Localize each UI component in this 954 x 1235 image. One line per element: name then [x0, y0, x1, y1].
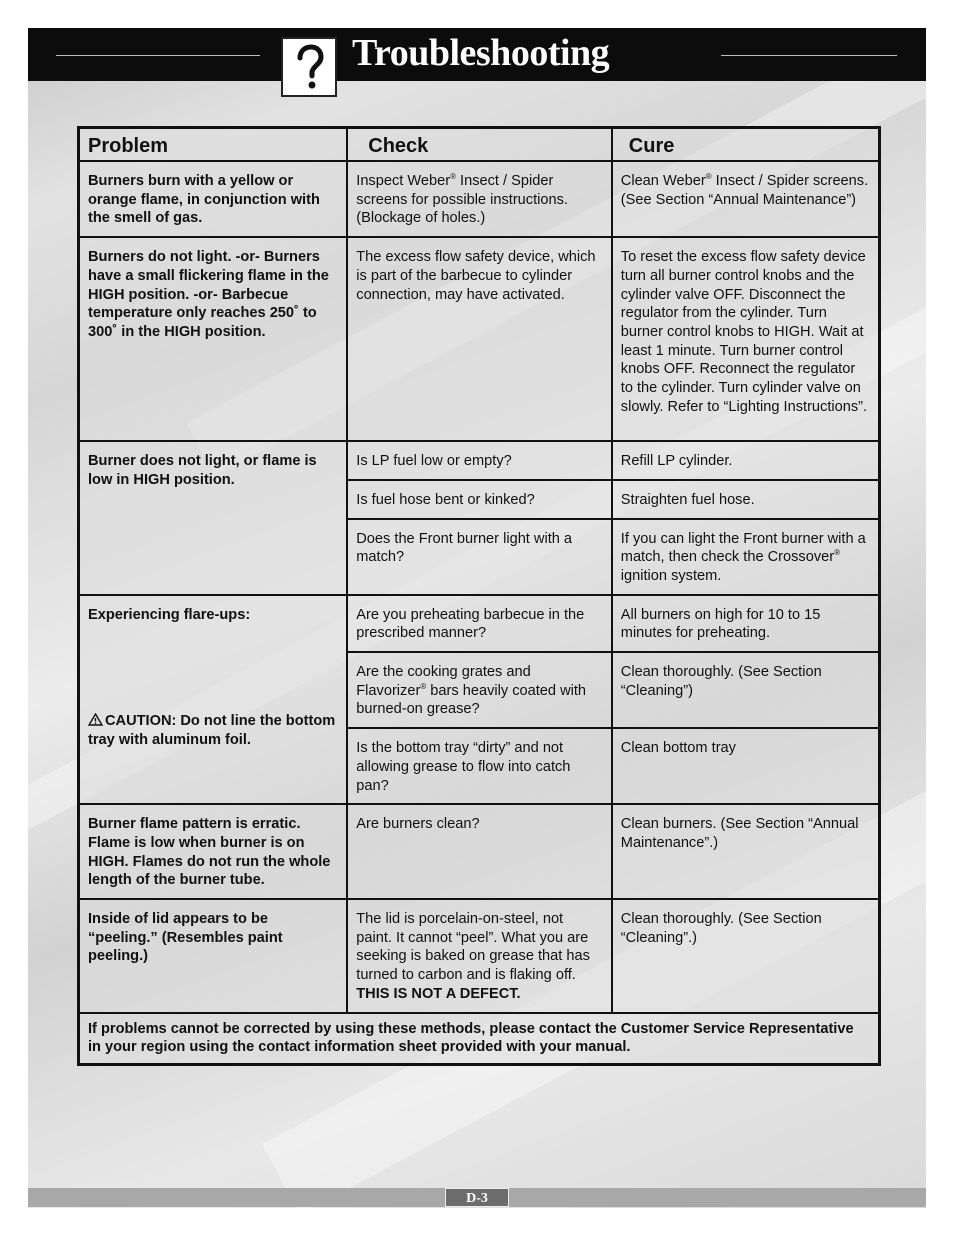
- table-row: [79, 161, 880, 237]
- check-cell: The lid is porcelain-on-steel, not paint. It cannot “peel”. What you are seeking is baked on grease that has turned to carbon and is flaking off. THIS IS NOT A DEFECT.: [347, 899, 612, 1013]
- table-row: [79, 595, 880, 652]
- cure-cell: To reset the excess flow safety device turn all burner control knobs and the cylinder valve OFF. Disconnect the regulator from the cylinder. Turn burner control knobs to HIGH. Wait at least 1 minute. Turn burner control knobs OFF. Reconnect the regulator to the cylinder. Turn cylinder valve on slowly. Refer to “Lighting Instructions”.: [612, 237, 880, 441]
- table-row: [79, 237, 880, 441]
- check-cell: Inspect Weber® Insect / Spider screens for possible instructions. (Blockage of holes.): [347, 161, 612, 237]
- check-cell: The excess flow safety device, which is part of the barbecue to cylinder connection, may have activated.: [347, 237, 612, 441]
- problem-cell: Burner does not light, or flame is low in HIGH position.: [79, 441, 348, 595]
- check-cell: Are you preheating barbecue in the prescribed manner?: [347, 595, 612, 652]
- caution-note: CAUTION: Do not line the bottom tray with aluminum foil.: [88, 713, 336, 749]
- check-cell: Is the bottom tray “dirty” and not allowing grease to flow into catch pan?: [347, 728, 612, 804]
- page-number: D-3: [445, 1188, 509, 1207]
- check-cell: Are burners clean?: [347, 804, 612, 899]
- cure-cell: If you can light the Front burner with a match, then check the Crossover® ignition system.: [612, 519, 880, 595]
- cure-cell: Clean thoroughly. (See Section “Cleaning”.): [612, 899, 880, 1013]
- warning-triangle-icon: [88, 713, 103, 726]
- contact-note: If problems cannot be corrected by using these methods, please contact the Customer Service Representative in your region using the contact information sheet provided with your manual.: [79, 1013, 880, 1065]
- table-header-row: [79, 128, 880, 162]
- table-row: [79, 441, 880, 480]
- cure-cell: Clean Weber® Insect / Spider screens. (See Section “Annual Maintenance”): [612, 161, 880, 237]
- check-cell: Is LP fuel low or empty?: [347, 441, 612, 480]
- problem-cell: Burners burn with a yellow or orange flame, in conjunction with the smell of gas.: [79, 161, 348, 237]
- check-cell: Is fuel hose bent or kinked?: [347, 480, 612, 519]
- not-a-defect-note: THIS IS NOT A DEFECT.: [356, 985, 521, 1002]
- header-rule-left: [56, 55, 260, 56]
- cure-cell: Clean thoroughly. (See Section “Cleaning”): [612, 652, 880, 728]
- problem-cell: Burner flame pattern is erratic. Flame is low when burner is on HIGH. Flames do not run the whole length of the burner tube.: [79, 804, 348, 899]
- cure-cell: Straighten fuel hose.: [612, 480, 880, 519]
- question-mark-icon: [281, 37, 337, 97]
- check-cell: Are the cooking grates and Flavorizer® bars heavily coated with burned-on grease?: [347, 652, 612, 728]
- cure-cell: All burners on high for 10 to 15 minutes for preheating.: [612, 595, 880, 652]
- header-problem: Problem: [79, 128, 348, 162]
- footer-note-row: [79, 1013, 880, 1065]
- cure-cell: Refill LP cylinder.: [612, 441, 880, 480]
- troubleshooting-table: [77, 126, 881, 1066]
- header-rule-right: [721, 55, 897, 56]
- problem-text: Experiencing flare-ups:: [88, 606, 251, 623]
- problem-cell: Inside of lid appears to be “peeling.” (Resembles paint peeling.): [79, 899, 348, 1013]
- problem-cell: [79, 595, 348, 805]
- cure-cell: Clean bottom tray: [612, 728, 880, 804]
- page-title: Troubleshooting: [352, 32, 610, 74]
- problem-cell: Burners do not light. -or- Burners have a small flickering flame in the HIGH position. -or- Barbecue temperature only reaches 250˚ to 300˚ in the HIGH position.: [79, 237, 348, 441]
- check-cell: Does the Front burner light with a match?: [347, 519, 612, 595]
- header-check: Check: [347, 128, 612, 162]
- table-row: [79, 804, 880, 899]
- cure-cell: Clean burners. (See Section “Annual Maintenance”.): [612, 804, 880, 899]
- header-cure: Cure: [612, 128, 880, 162]
- table-row: [79, 899, 880, 1013]
